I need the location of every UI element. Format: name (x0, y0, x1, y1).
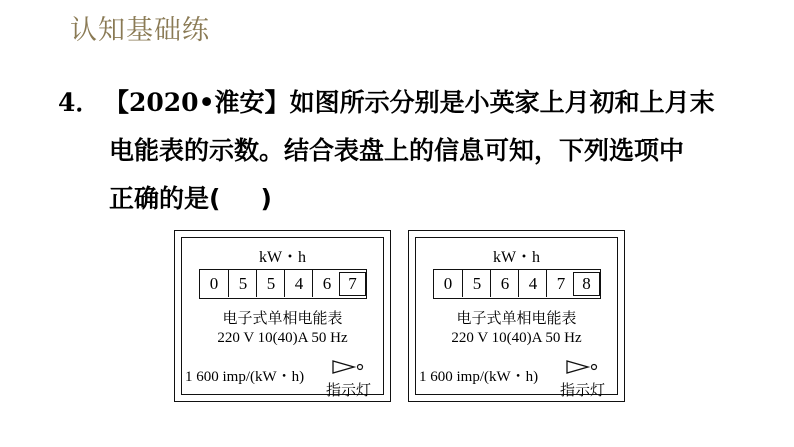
meter-digit: 7 (546, 270, 575, 297)
meter-reading (199, 269, 367, 299)
meter-digit: 6 (312, 270, 341, 297)
triangle-lamp-icon (332, 358, 364, 376)
meter-digit: 0 (209, 274, 219, 293)
meter-digit: 0 (443, 274, 453, 293)
meter-digit: 5 (256, 270, 285, 297)
meter-reading (433, 269, 601, 299)
question-number: 4． (58, 88, 101, 117)
meter-constant: 1 600 imp/(kW・h) (419, 369, 539, 385)
meter-decimal-digit: 8 (573, 272, 600, 296)
meter-digit: 5 (228, 270, 257, 297)
question-line-1 (104, 88, 715, 118)
meter-panel (181, 237, 384, 399)
meter-digit: 6 (490, 270, 519, 297)
meter-digit: 4 (518, 270, 547, 297)
meter-unit: kW・h (492, 249, 541, 266)
question-source-tag: 【2020•淮安】 (104, 88, 290, 117)
meter-spec: 220 V 10(40)A 50 Hz (217, 330, 348, 346)
meter-digit: 4 (284, 270, 313, 297)
question-line-2: 电能表的示数。结合表盘上的信息可知，下列选项中 (109, 136, 685, 165)
meter-digit: 5 (462, 270, 491, 297)
meter-type: 电子式单相电能表 (222, 309, 343, 327)
energy-meter-start (174, 230, 391, 402)
meter-panel (415, 237, 618, 399)
question-line-3-suffix: ) (260, 184, 272, 213)
meter-spec: 220 V 10(40)A 50 Hz (451, 330, 582, 346)
meter-type: 电子式单相电能表 (456, 309, 577, 327)
meter-decimal-digit: 7 (339, 272, 366, 296)
indicator-label: 指示灯 (560, 381, 606, 399)
question-line-1-text: 如图所示分别是小英家上月初和上月末 (289, 88, 715, 117)
meter-constant: 1 600 imp/(kW・h) (185, 369, 305, 385)
meter-unit: kW・h (258, 249, 307, 266)
question-line-3-prefix: 正确的是( (109, 184, 221, 213)
section-title: 认知基础练 (70, 15, 210, 46)
indicator-label: 指示灯 (326, 381, 372, 399)
energy-meter-end (408, 230, 625, 402)
triangle-lamp-icon (566, 358, 598, 376)
question-line-3 (109, 184, 272, 214)
